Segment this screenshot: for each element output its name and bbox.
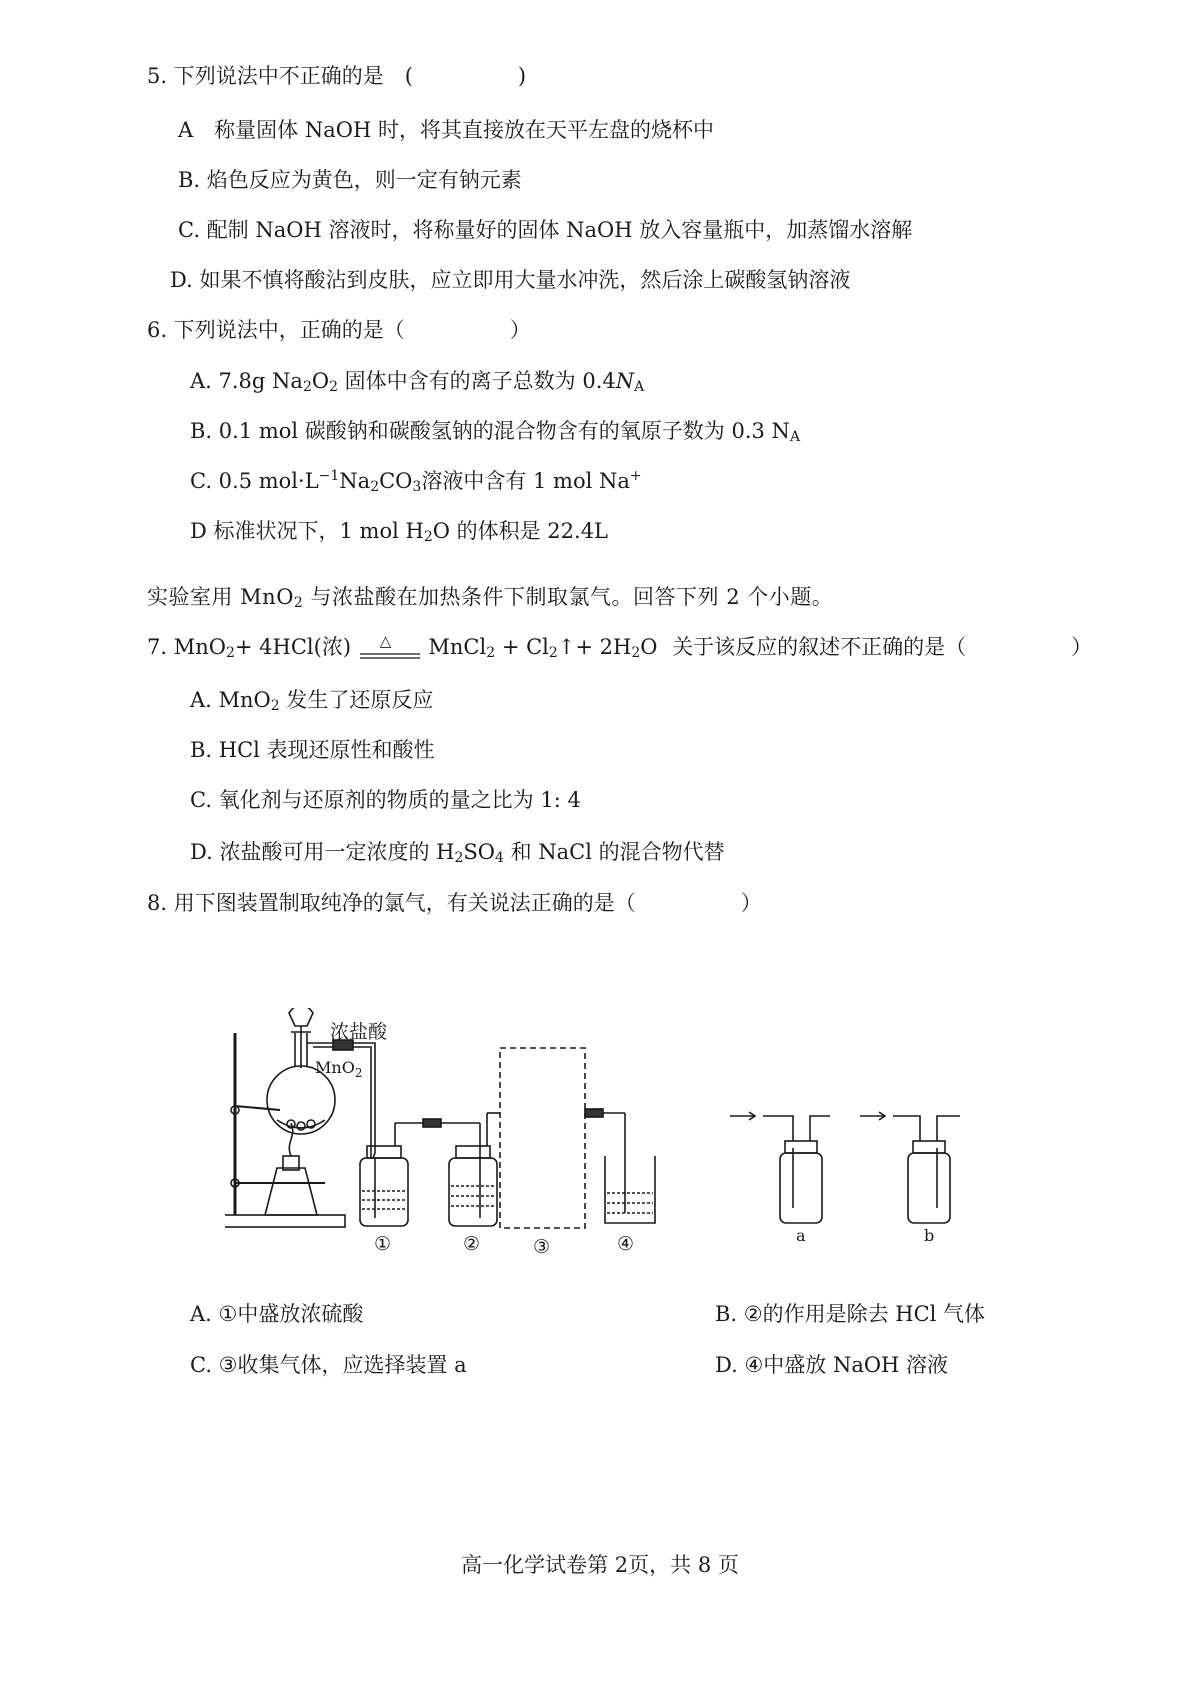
alcohol-lamp [265,1168,317,1215]
collection-box-dashed [500,1048,585,1228]
device-a [780,1153,822,1223]
q7-option-a: A. MnO$_2$ 发生了还原反应 [190,688,434,714]
label-3: ③ [533,1236,551,1258]
q7-option-b: B. HCl 表现还原性和酸性 [190,738,435,762]
q6-option-b: B. 0.1 mol 碳酸钠和碳酸氢钠的混合物含有的氧原子数为 0.3 $N_A$ [190,419,801,445]
q5-stem: 5. 下列说法中不正确的是 ( ) [147,64,527,88]
q5-option-a: A 称量固体 NaOH 时，将其直接放在天平左盘的烧杯中 [178,118,714,142]
label-2: ② [463,1233,481,1255]
q5-option-d: D. 如果不慎将酸沾到皮肤，应立即用大量水冲洗，然后涂上碳酸氢钠溶液 [170,268,851,292]
q8-option-b: B. ②的作用是除去 HCl 气体 [715,1302,986,1326]
label-b: b [924,1226,935,1245]
q8-option-a: A. ①中盛放浓硫酸 [190,1302,364,1326]
label-conc-hcl: 浓盐酸 [330,1021,388,1043]
q6-option-c: C. 0.5 $mol\cdot L^{-1}Na_2CO_3$溶液中含有 1 mol Na+ [190,468,642,495]
q7-option-d: D. 浓盐酸可用一定浓度的 $H_2SO_4$ 和 NaCl 的混合物代替 [190,840,725,866]
q6-option-a: A. 7.8g $Na_2O_2$ 固体中含有的离子总数为 $0.4N_A$ [190,369,645,395]
label-mno2: MnO$_2$ [315,1058,363,1080]
clamp-arm [235,1106,280,1110]
q7-stem: 7. MnO$_2$+ 4HCl(浓) △ MnCl$_2$ + $Cl_2↑+ 2H_2O$ 关于该反应的叙述不正确的是（ ） [147,633,1092,663]
separatory-funnel [289,1008,313,1026]
gas-bottle-2 [449,1158,497,1226]
q6-stem: 6. 下列说法中，正确的是（ ） [147,318,531,342]
stand-base [225,1215,345,1227]
q7-option-c: C. 氧化剂与还原剂的物质的量之比为 1: 4 [190,788,581,812]
q8-option-d: D. ④中盛放 NaOH 溶液 [715,1353,949,1377]
heat-symbol: △ [379,631,392,650]
label-a: a [796,1226,806,1245]
gas-bottle-1 [360,1158,408,1226]
page-footer: 高一化学试卷第 2页，共 8 页 [461,1553,739,1577]
label-4: ④ [617,1233,635,1255]
q8-option-c: C. ③收集气体，应选择装置 a [190,1353,467,1377]
device-b [908,1153,950,1223]
label-1: ① [374,1233,392,1255]
q8-stem: 8. 用下图装置制取纯净的氯气，有关说法正确的是（ ） [147,891,762,915]
q6-option-d: D 标准状况下，1 mol $H_2O$ 的体积是 22.4L [190,519,609,545]
q5-option-c: C. 配制 NaOH 溶液时，将称量好的固体 NaOH 放入容量瓶中，加蒸馏水溶解 [178,218,913,242]
q5-option-b: B. 焰色反应为黄色，则一定有钠元素 [178,168,522,192]
section-intro: 实验室用 MnO$_2$ 与浓盐酸在加热条件下制取氯气。回答下列 2 个小题。 [147,585,834,611]
heat-condition-arrow [358,631,422,663]
